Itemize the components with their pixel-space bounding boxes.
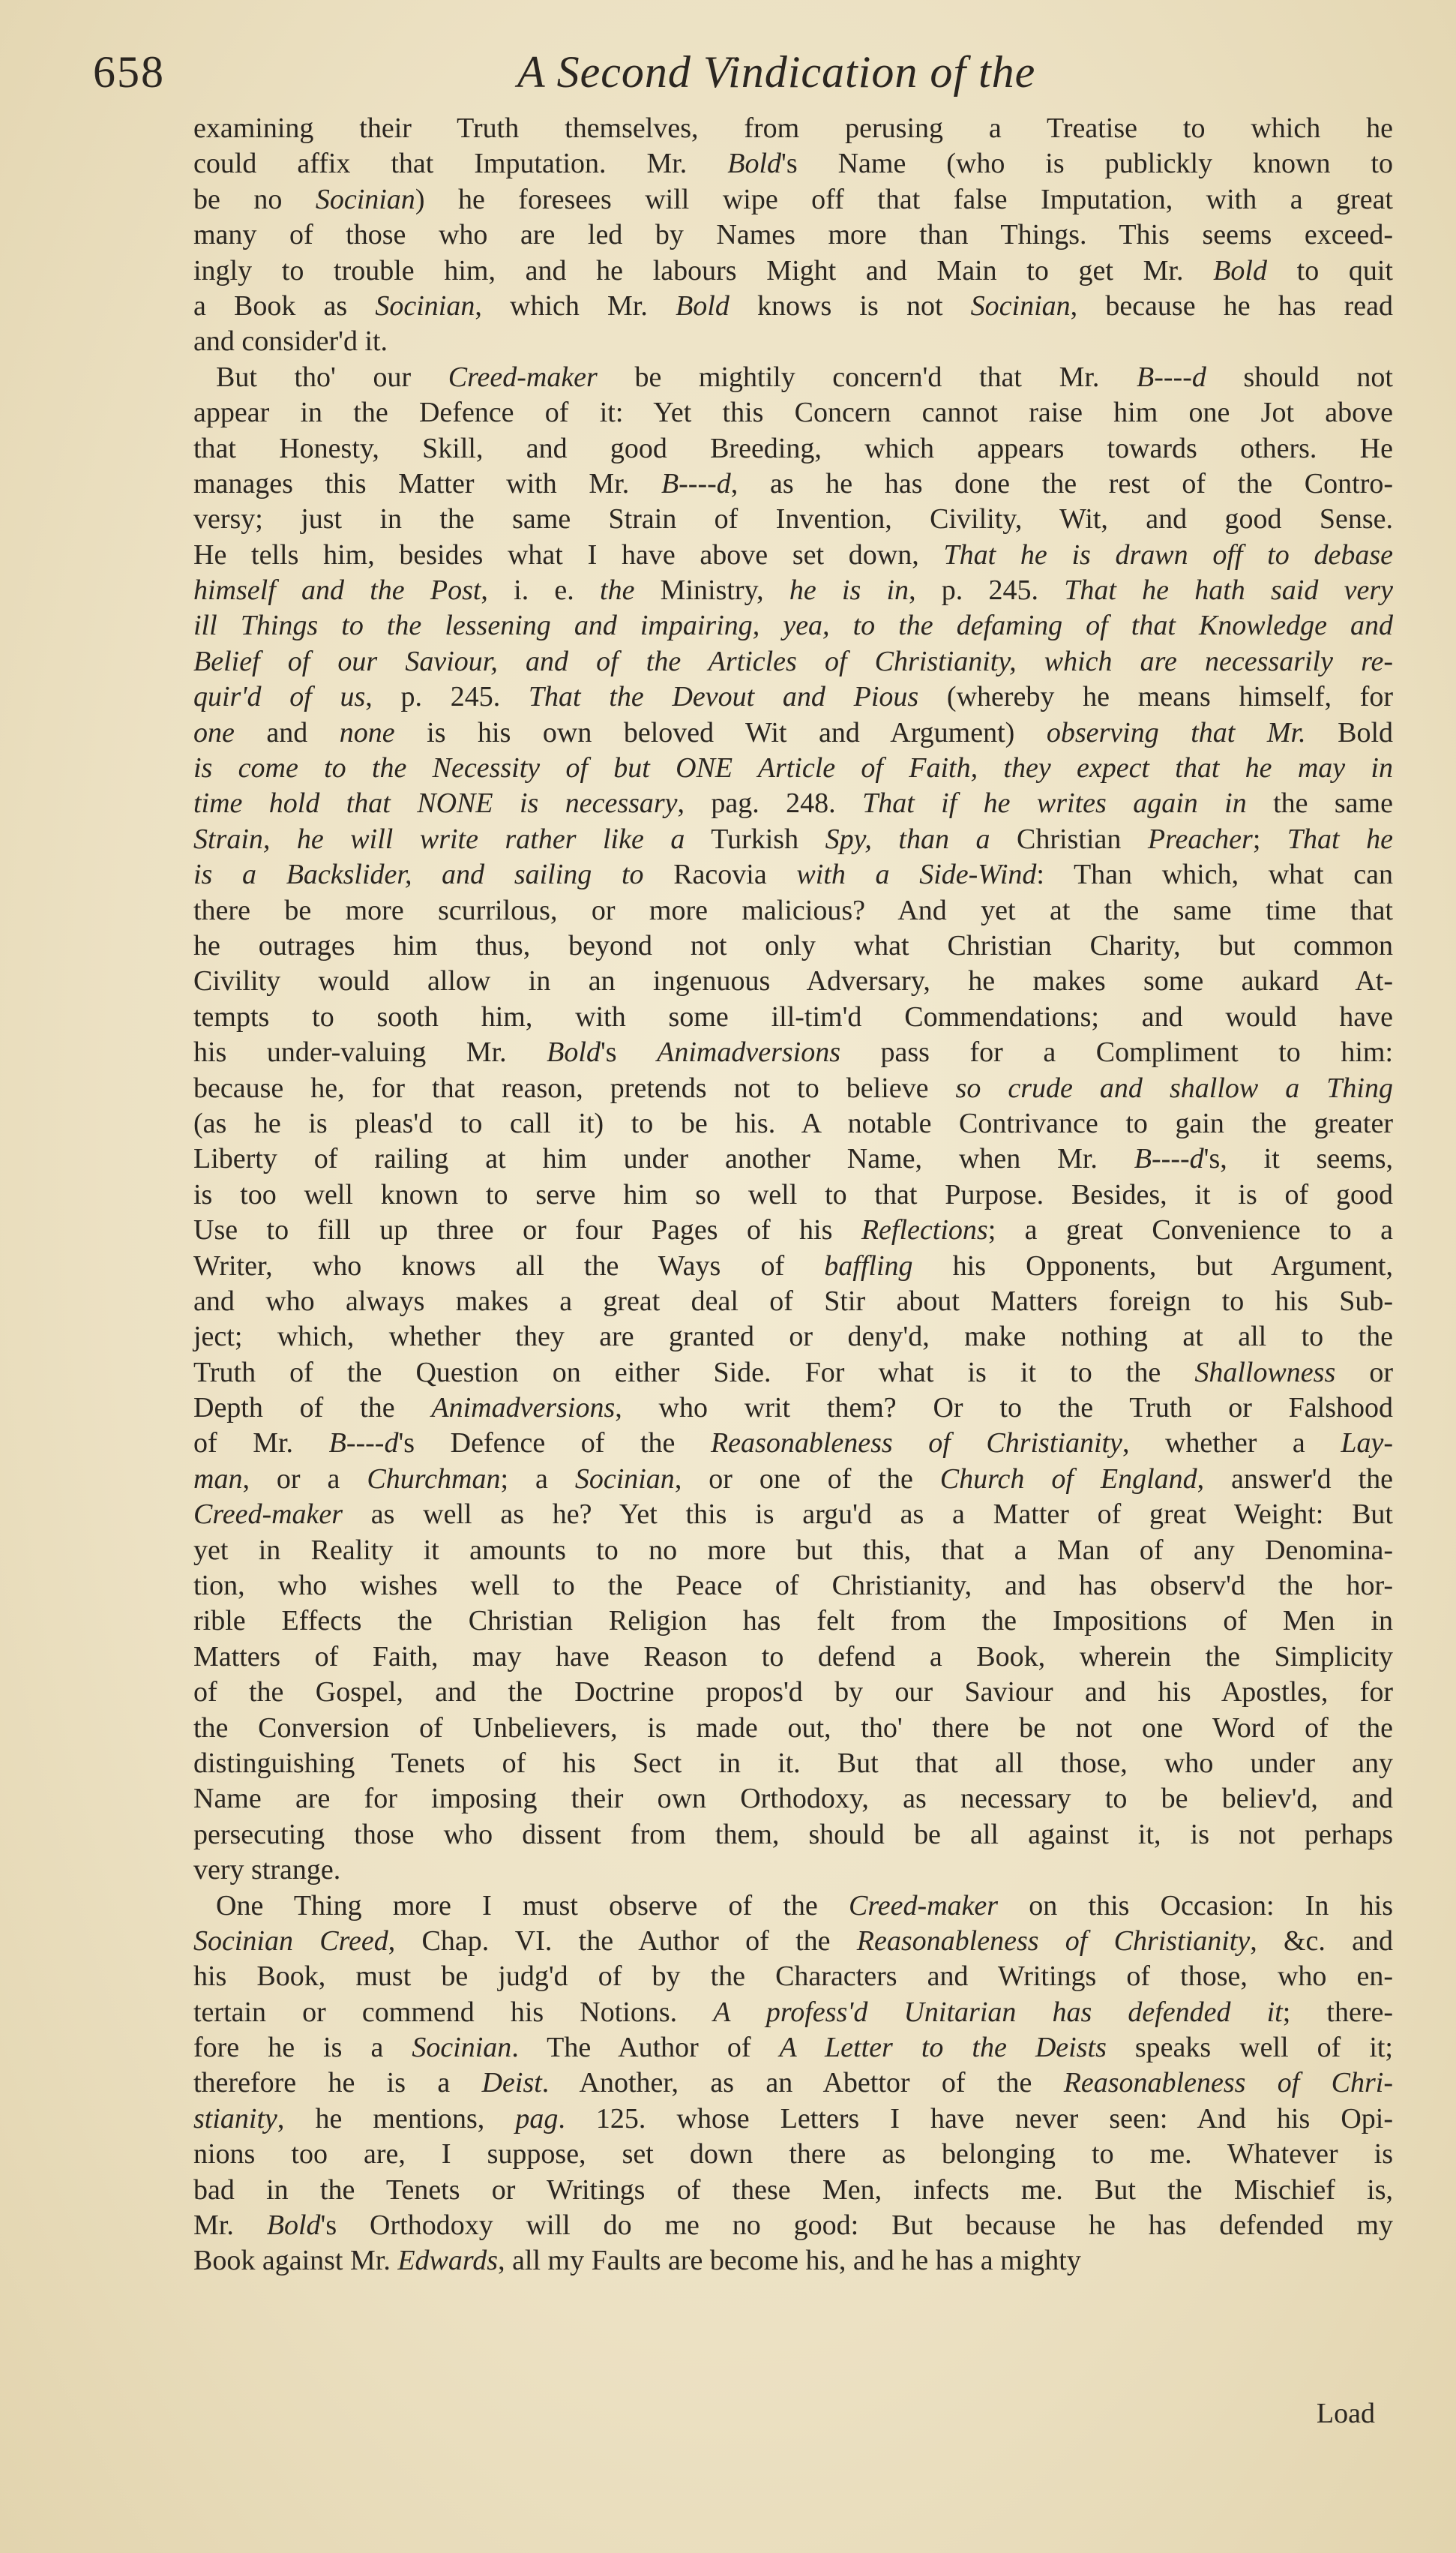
italic-run: Spy, than a	[825, 823, 990, 855]
text-run: fore he is a	[193, 2032, 412, 2064]
text-run: : Than which, what can	[1036, 859, 1394, 891]
text-line	[193, 218, 1393, 253]
text-run: could affix that Imputation. Mr.	[193, 148, 728, 180]
italic-run: That he is drawn off to debase	[943, 538, 1393, 571]
italic-run: Bold	[676, 290, 729, 322]
text-line	[193, 1178, 1393, 1213]
text-run: He tells him, besides what I have above set down,	[193, 538, 944, 571]
text-run: tertain or commend his Notions.	[193, 1996, 714, 2028]
italic-run: That he	[1287, 823, 1393, 855]
text-run: (as he is pleas'd to call it) to be his. A notable Contrivance to gain the greater	[193, 1107, 1393, 1139]
italic-run: Bold	[727, 148, 782, 180]
text-run: on this Occasion: In his	[998, 1889, 1393, 1922]
text-run: appear in the Defence of it: Yet this Concern cannot raise him one Jot above	[193, 397, 1393, 429]
italic-run: stianity	[193, 2102, 277, 2134]
italic-run: Animadversions	[657, 1036, 840, 1069]
italic-run: Preacher	[1147, 823, 1253, 855]
italic-run: Church of England	[939, 1462, 1197, 1495]
text-run: (whereby he means himself, for	[918, 681, 1394, 713]
text-line	[193, 1355, 1393, 1390]
text-line	[193, 1462, 1393, 1497]
text-line	[193, 431, 1393, 466]
text-run: 's, it seems,	[1203, 1143, 1393, 1175]
text-run: the Conversion of Unbelievers, is made out, tho' there be not one Word of the	[193, 1712, 1393, 1744]
italic-run: Bold	[547, 1036, 601, 1069]
text-line	[193, 1035, 1393, 1070]
text-line	[193, 751, 1393, 786]
text-run: examining their Truth themselves, from perusing a Treatise to which he	[193, 112, 1393, 144]
text-run: tion, who wishes well to the Peace of Christianity, and has observ'd the hor-	[193, 1570, 1393, 1602]
italic-run: Socinian Creed	[193, 1924, 388, 1957]
italic-run: That he hath said very	[1064, 574, 1393, 607]
text-run: distinguishing Tenets of his Sect in it. But that all those, who under any	[193, 1747, 1393, 1779]
text-run: pass for a Compliment to him:	[840, 1036, 1393, 1069]
text-run: , &c. and	[1250, 1924, 1394, 1957]
text-line	[193, 1426, 1393, 1461]
italic-run: Reasonableness of Christianity	[856, 1924, 1251, 1957]
italic-run: none	[339, 716, 395, 748]
italic-run: Creed-maker	[448, 361, 598, 393]
text-run: many of those who are led by Names more than Things. This seems exceed-	[193, 219, 1393, 251]
text-run: Ministry,	[634, 574, 789, 607]
text-run: a Book as	[193, 290, 376, 322]
italic-run: man	[193, 1462, 243, 1495]
italic-run: the	[600, 574, 635, 607]
italic-run: Reasonableness of Chri-	[1063, 2067, 1394, 2099]
italic-run: quir'd of us	[193, 681, 366, 713]
italic-run: B----d	[328, 1427, 399, 1460]
text-line	[193, 1995, 1393, 2030]
text-run: Turkish	[685, 823, 825, 855]
text-run: . Another, as an Abettor of the	[541, 2067, 1064, 2099]
text-line	[193, 786, 1393, 821]
text-run: because he, for that reason, pretends not to believe	[193, 1072, 956, 1104]
italic-run: Socinian	[412, 2032, 512, 2064]
text-run: ject; which, whether they are granted or deny'd, make nothing at all to the	[193, 1321, 1393, 1353]
italic-run: Lay-	[1341, 1427, 1394, 1460]
italic-run: Deist	[481, 2067, 542, 2099]
text-run: his Book, must be judg'd of by the Characters and Writings of those, who en-	[193, 1960, 1393, 1993]
text-run: ingly to trouble him, and he labours Might and Main to get Mr.	[193, 254, 1214, 286]
text-run: his under-valuing Mr.	[193, 1036, 547, 1069]
italic-run: Socinian	[970, 290, 1071, 322]
text-run: One Thing more I must observe of the	[216, 1889, 849, 1922]
text-line	[193, 1284, 1393, 1319]
text-run: rible Effects the Christian Religion has felt from the Impositions of Men in	[193, 1605, 1393, 1637]
text-run: persecuting those who dissent from them, should be all against it, is not perhaps	[193, 1818, 1393, 1850]
text-run: to quit	[1266, 254, 1393, 286]
italic-run: Edwards	[397, 2245, 499, 2277]
italic-run: Reflections	[861, 1214, 988, 1246]
text-run: nions too are, I suppose, set down there as belonging to me. Whatever is	[193, 2138, 1393, 2170]
text-line	[193, 395, 1393, 430]
italic-run: Bold	[1213, 254, 1267, 286]
text-run: ; a great Convenience to a	[987, 1214, 1393, 1246]
text-line	[193, 1746, 1393, 1781]
italic-run: with a Side-Wind	[796, 859, 1037, 891]
text-run: , answer'd the	[1197, 1462, 1393, 1495]
text-run: the same	[1246, 788, 1393, 820]
italic-run: is a Backslider, and sailing to	[193, 859, 644, 891]
text-run: Christian	[990, 823, 1148, 855]
italic-run: so crude and shallow a Thing	[955, 1072, 1393, 1104]
text-run: and who always makes a great deal of Stir about Matters foreign to his Sub-	[193, 1285, 1393, 1317]
italic-run: Belief of our Saviour, and of the Articles of Christianity, which are necessarily re-	[193, 645, 1393, 677]
text-run: Bold	[1305, 716, 1393, 748]
text-line	[193, 573, 1393, 608]
catchword: Load	[1316, 2398, 1375, 2429]
text-run: ) he foresees will wipe off that false Imputation, with a great	[415, 183, 1393, 215]
text-line	[193, 2173, 1393, 2208]
italic-run: Churchman	[367, 1462, 501, 1495]
text-run: . The Author of	[511, 2032, 780, 2064]
text-run: , or one of the	[674, 1462, 940, 1495]
text-line	[193, 1568, 1393, 1604]
page-number: 658	[93, 47, 165, 97]
text-run: or	[1335, 1356, 1393, 1388]
running-head: A Second Vindication of the	[517, 47, 1036, 97]
text-run: bad in the Tenets or Writings of these Men, infects me. But the Mischief is,	[193, 2174, 1393, 2206]
text-run: 's Defence of the	[398, 1427, 711, 1460]
italic-run: Strain, he will write rather like a	[193, 823, 685, 855]
italic-run: Animadversions	[431, 1392, 616, 1424]
text-line	[193, 857, 1393, 892]
text-run: , whether a	[1122, 1427, 1341, 1460]
text-line	[193, 1533, 1393, 1568]
text-line	[193, 1213, 1393, 1248]
text-line	[193, 1000, 1393, 1035]
text-run: therefore he is a	[193, 2067, 482, 2099]
text-line	[193, 2137, 1393, 2172]
italic-run: B----d	[661, 467, 731, 500]
text-line	[193, 1781, 1393, 1816]
text-line	[193, 1640, 1393, 1675]
italic-run: That the Devout and Pious	[528, 681, 919, 713]
text-run: Depth of the	[193, 1392, 432, 1424]
text-run: of the Gospel, and the Doctrine propos'd by our Saviour and his Apostles, for	[193, 1676, 1393, 1708]
text-run: should not	[1206, 361, 1393, 393]
italic-run: That if he writes again in	[862, 788, 1247, 820]
italic-run: Creed-maker	[849, 1889, 999, 1922]
text-run: yet in Reality it amounts to no more but this, that a Man of any Denomina-	[193, 1534, 1393, 1566]
text-run: as well as he? Yet this is argu'd as a Matter of great Weight: But	[343, 1498, 1393, 1531]
italic-run: observing that Mr.	[1046, 716, 1306, 748]
text-run: , who writ them? Or to the Truth or Falshood	[615, 1392, 1393, 1424]
text-run: his Opponents, but Argument,	[912, 1250, 1393, 1282]
text-line	[193, 502, 1393, 537]
text-line	[193, 2102, 1393, 2137]
text-run: , as he has done the rest of the Contro-	[730, 467, 1393, 500]
text-line	[193, 1319, 1393, 1354]
text-run: ;	[1252, 823, 1287, 855]
text-run: speaks well of it;	[1106, 2032, 1393, 2064]
italic-run: B----d	[1137, 361, 1206, 393]
text-line	[193, 822, 1393, 857]
text-line	[193, 680, 1393, 715]
text-line	[193, 1817, 1393, 1852]
text-line	[193, 1604, 1393, 1639]
italic-run: time hold that NONE is necessary	[193, 788, 678, 820]
text-line	[193, 928, 1393, 964]
italic-run: A profess'd Unitarian has defended it	[713, 1996, 1283, 2028]
text-run: Name are for imposing their own Orthodoxy, as necessary to be believ'd, and	[193, 1783, 1393, 1815]
text-line	[193, 1249, 1393, 1284]
text-line	[193, 1142, 1393, 1177]
text-run: , which Mr.	[475, 290, 676, 322]
italic-run: baffling	[824, 1250, 913, 1282]
text-line	[193, 893, 1393, 928]
text-run: . 125. whose Letters I have never seen: And his Opi-	[558, 2102, 1393, 2134]
text-run: , i. e.	[481, 574, 601, 607]
italic-run: B----d	[1134, 1143, 1204, 1175]
text-run: and consider'd it.	[193, 326, 388, 358]
text-run: manages this Matter with Mr.	[193, 467, 661, 500]
text-run: he outrages him thus, beyond not only what Christian Charity, but common	[193, 929, 1393, 962]
text-run: knows is not	[729, 290, 971, 322]
text-line	[193, 1390, 1393, 1426]
text-run: , or a	[242, 1462, 367, 1495]
text-run: 's	[600, 1036, 658, 1069]
text-run: that Honesty, Skill, and good Breeding, which appears towards others. He	[193, 432, 1393, 464]
text-run: 's Orthodoxy will do me no good: But because he has defended my	[320, 2210, 1393, 2242]
italic-run: himself and the Post	[193, 574, 481, 607]
italic-run: ill Things to the lessening and impairing, yea, to the defaming of that Knowledge and	[193, 610, 1393, 642]
italic-run: pag	[515, 2102, 559, 2134]
italic-run: Socinian	[315, 183, 415, 215]
text-run: Civility would allow in an ingenuous Adversary, he makes some aukard At-	[193, 965, 1393, 998]
text-run: 's Name (who is publickly known to	[781, 148, 1393, 180]
text-line	[193, 2243, 1393, 2278]
italic-run: Shallowness	[1194, 1356, 1336, 1388]
text-line	[193, 1924, 1393, 1959]
text-run: , because he has read	[1070, 290, 1393, 322]
text-run: Book against Mr.	[193, 2245, 398, 2277]
italic-run: Creed-maker	[193, 1498, 343, 1531]
text-run: But tho' our	[216, 361, 448, 393]
text-line	[193, 644, 1393, 680]
text-line	[193, 2066, 1393, 2101]
text-run: and	[234, 716, 340, 748]
italic-run: he is in	[789, 574, 909, 607]
text-run: Use to fill up three or four Pages of his	[193, 1214, 861, 1246]
text-line	[193, 1497, 1393, 1532]
text-line	[193, 360, 1393, 395]
text-line	[193, 964, 1393, 999]
italic-run: is come to the Necessity of but ONE Article of Faith, they expect that he may in	[193, 752, 1393, 784]
text-run: of Mr.	[193, 1427, 329, 1460]
text-line	[193, 1071, 1393, 1106]
text-line	[193, 608, 1393, 644]
text-run: Liberty of railing at him under another Name, when Mr.	[193, 1143, 1134, 1175]
text-run: there be more scurrilous, or more malicious? And yet at the same time that	[193, 894, 1393, 926]
text-run: Truth of the Question on either Side. For what is it to the	[193, 1356, 1195, 1388]
text-run: Matters of Faith, may have Reason to defend a Book, wherein the Simplicity	[193, 1640, 1393, 1672]
text-run: Mr.	[193, 2210, 267, 2242]
text-run: Racovia	[643, 859, 797, 891]
text-run: be mightily concern'd that Mr.	[597, 361, 1137, 393]
italic-run: Bold	[266, 2210, 321, 2242]
text-run: Writer, who knows all the Ways of	[193, 1250, 825, 1282]
text-run: , p. 245.	[909, 574, 1065, 607]
text-line	[193, 1711, 1393, 1746]
text-line	[193, 254, 1393, 289]
text-run: versy; just in the same Strain of Invention, Civility, Wit, and good Sense.	[193, 503, 1393, 536]
text-run: , p. 245.	[365, 681, 529, 713]
text-run: tempts to sooth him, with some ill-tim'd Commendations; and would have	[193, 1000, 1393, 1033]
text-line	[193, 716, 1393, 751]
text-run: ; there-	[1282, 1996, 1393, 2028]
text-run: is his own beloved Wit and Argument)	[394, 716, 1047, 748]
text-line	[193, 146, 1393, 182]
text-line	[193, 2030, 1393, 2066]
text-line	[193, 289, 1393, 324]
text-line	[193, 111, 1393, 146]
text-line	[193, 324, 1393, 359]
text-run: ; a	[500, 1462, 575, 1495]
text-line	[193, 182, 1393, 218]
text-line	[193, 538, 1393, 573]
text-line	[193, 1959, 1393, 1994]
text-run: very strange.	[193, 1854, 341, 1886]
text-run: , he mentions,	[277, 2102, 516, 2134]
italic-run: one	[193, 716, 235, 748]
text-run: , Chap. VI. the Author of the	[388, 1924, 857, 1957]
text-run: , pag. 248.	[677, 788, 863, 820]
text-run: , all my Faults are become his, and he has a mighty	[498, 2245, 1081, 2277]
text-run: be no	[193, 183, 316, 215]
italic-run: Socinian	[574, 1462, 675, 1495]
italic-run: A Letter to the Deists	[779, 2032, 1107, 2064]
text-line	[193, 1675, 1393, 1710]
text-line	[193, 1852, 1393, 1888]
text-run: is too well known to serve him so well to that Purpose. Besides, it is of good	[193, 1178, 1393, 1210]
text-line	[193, 466, 1393, 502]
italic-run: Socinian	[375, 290, 475, 322]
body-text	[193, 111, 1393, 2279]
text-line	[193, 2208, 1393, 2243]
italic-run: Reasonableness of Christianity	[710, 1427, 1122, 1460]
text-line	[193, 1106, 1393, 1142]
text-line	[193, 1888, 1393, 1924]
